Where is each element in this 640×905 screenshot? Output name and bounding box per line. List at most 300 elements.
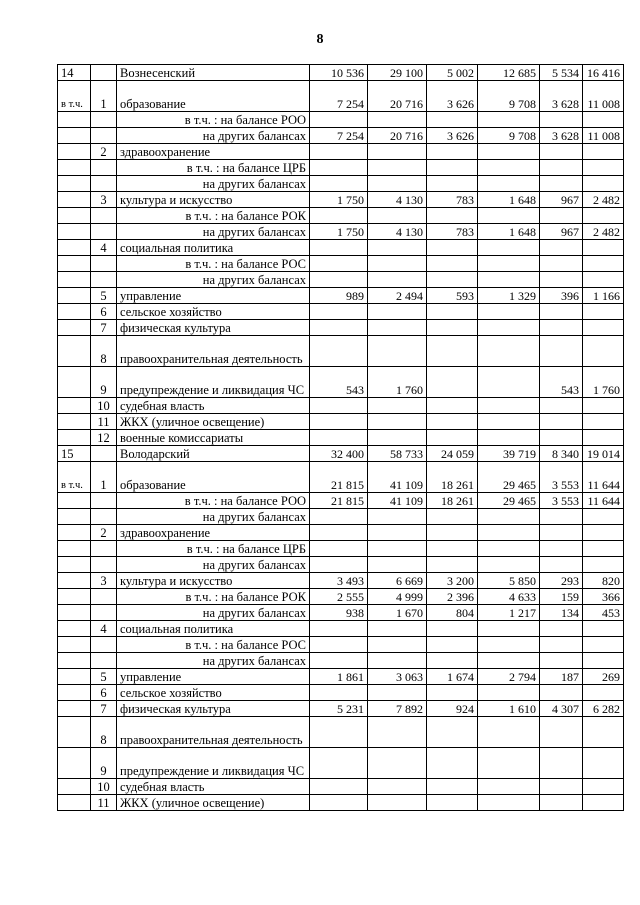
value-cell (368, 509, 427, 525)
row-subindex: 10 (91, 779, 117, 795)
value-cell (368, 272, 427, 288)
value-cell (310, 272, 368, 288)
row-index (58, 589, 91, 605)
value-cell (368, 717, 427, 748)
value-cell (583, 160, 624, 176)
row-subindex (91, 446, 117, 462)
table-row (58, 573, 624, 589)
value-cell (478, 430, 540, 446)
row-name: сельское хозяйство (117, 685, 310, 701)
row-index (58, 430, 91, 446)
value-cell (427, 320, 478, 336)
row-index: в т.ч. (58, 81, 91, 112)
value-cell (368, 208, 427, 224)
row-index: в т.ч. (58, 462, 91, 493)
value-cell: 1 750 (310, 224, 368, 240)
value-cell (310, 208, 368, 224)
value-cell (540, 304, 583, 320)
value-cell (427, 717, 478, 748)
budget-table (57, 64, 624, 811)
value-cell (540, 621, 583, 637)
value-cell: 2 555 (310, 589, 368, 605)
value-cell (478, 208, 540, 224)
value-cell (583, 112, 624, 128)
row-index (58, 224, 91, 240)
value-cell: 4 130 (368, 192, 427, 208)
row-subindex (91, 112, 117, 128)
row-subindex (91, 208, 117, 224)
value-cell (310, 414, 368, 430)
row-name: культура и искусство (117, 573, 310, 589)
value-cell: 4 633 (478, 589, 540, 605)
row-name: в т.ч. : на балансе РОО (117, 493, 310, 509)
row-name: сельское хозяйство (117, 304, 310, 320)
value-cell (478, 557, 540, 573)
row-name: социальная политика (117, 240, 310, 256)
value-cell: 20 716 (368, 81, 427, 112)
row-name: судебная власть (117, 779, 310, 795)
row-subindex (91, 224, 117, 240)
value-cell (478, 525, 540, 541)
row-subindex: 7 (91, 701, 117, 717)
value-cell (310, 621, 368, 637)
value-cell: 41 109 (368, 493, 427, 509)
value-cell: 19 014 (583, 446, 624, 462)
value-cell (583, 637, 624, 653)
value-cell (583, 240, 624, 256)
table-row (58, 240, 624, 256)
table-row (58, 701, 624, 717)
value-cell (540, 779, 583, 795)
row-index (58, 160, 91, 176)
row-index (58, 541, 91, 557)
value-cell (310, 717, 368, 748)
value-cell: 366 (583, 589, 624, 605)
value-cell (478, 717, 540, 748)
value-cell: 7 254 (310, 128, 368, 144)
value-cell: 1 750 (310, 192, 368, 208)
row-index (58, 256, 91, 272)
value-cell (427, 557, 478, 573)
row-index (58, 701, 91, 717)
value-cell (478, 653, 540, 669)
row-subindex (91, 589, 117, 605)
value-cell: 6 669 (368, 573, 427, 589)
row-name: здравоохранение (117, 144, 310, 160)
value-cell (478, 414, 540, 430)
row-subindex (91, 557, 117, 573)
row-name: управление (117, 288, 310, 304)
table-row (58, 795, 624, 811)
row-name: физическая культура (117, 701, 310, 717)
value-cell: 3 626 (427, 81, 478, 112)
value-cell (583, 717, 624, 748)
value-cell (310, 779, 368, 795)
row-subindex: 2 (91, 144, 117, 160)
table-row (58, 414, 624, 430)
value-cell (368, 685, 427, 701)
value-cell (427, 176, 478, 192)
value-cell (427, 208, 478, 224)
row-name: военные комиссариаты (117, 430, 310, 446)
table-row (58, 336, 624, 367)
row-subindex: 3 (91, 192, 117, 208)
value-cell: 7 892 (368, 701, 427, 717)
value-cell: 1 674 (427, 669, 478, 685)
value-cell (368, 541, 427, 557)
value-cell: 3 626 (427, 128, 478, 144)
value-cell: 804 (427, 605, 478, 621)
value-cell (540, 430, 583, 446)
table-row (58, 779, 624, 795)
value-cell: 1 670 (368, 605, 427, 621)
value-cell (310, 112, 368, 128)
value-cell: 18 261 (427, 462, 478, 493)
row-name: на других балансах (117, 557, 310, 573)
value-cell (368, 637, 427, 653)
value-cell (540, 748, 583, 779)
table-row (58, 430, 624, 446)
row-subindex: 7 (91, 320, 117, 336)
value-cell (427, 160, 478, 176)
table-row (58, 637, 624, 653)
value-cell (368, 320, 427, 336)
value-cell: 4 130 (368, 224, 427, 240)
value-cell (478, 144, 540, 160)
row-subindex (91, 493, 117, 509)
value-cell (310, 304, 368, 320)
table-row (58, 208, 624, 224)
value-cell: 11 008 (583, 128, 624, 144)
table-row (58, 541, 624, 557)
value-cell (310, 144, 368, 160)
value-cell (583, 336, 624, 367)
row-index (58, 304, 91, 320)
row-index (58, 414, 91, 430)
value-cell (478, 176, 540, 192)
value-cell (310, 240, 368, 256)
value-cell: 134 (540, 605, 583, 621)
table-row (58, 304, 624, 320)
value-cell: 293 (540, 573, 583, 589)
table-row (58, 621, 624, 637)
value-cell (583, 779, 624, 795)
row-index (58, 605, 91, 621)
table-row (58, 367, 624, 398)
table-row (58, 256, 624, 272)
value-cell (310, 748, 368, 779)
row-index (58, 685, 91, 701)
value-cell: 1 760 (583, 367, 624, 398)
value-cell: 1 329 (478, 288, 540, 304)
table-row (58, 605, 624, 621)
value-cell (540, 541, 583, 557)
row-subindex: 11 (91, 795, 117, 811)
row-name: ЖКХ (уличное освещение) (117, 414, 310, 430)
value-cell (583, 208, 624, 224)
table-row (58, 557, 624, 573)
value-cell: 12 685 (478, 65, 540, 81)
row-subindex: 5 (91, 288, 117, 304)
value-cell: 3 553 (540, 493, 583, 509)
value-cell: 1 610 (478, 701, 540, 717)
value-cell (310, 430, 368, 446)
value-cell (583, 176, 624, 192)
table-row (58, 669, 624, 685)
row-index (58, 621, 91, 637)
value-cell (583, 795, 624, 811)
row-index: 15 (58, 446, 91, 462)
value-cell (478, 637, 540, 653)
value-cell: 967 (540, 224, 583, 240)
value-cell (368, 430, 427, 446)
value-cell (427, 240, 478, 256)
value-cell: 11 644 (583, 493, 624, 509)
value-cell: 1 217 (478, 605, 540, 621)
value-cell (368, 525, 427, 541)
value-cell: 593 (427, 288, 478, 304)
value-cell (310, 336, 368, 367)
value-cell: 1 166 (583, 288, 624, 304)
row-subindex: 11 (91, 414, 117, 430)
value-cell: 967 (540, 192, 583, 208)
value-cell (310, 653, 368, 669)
row-index (58, 557, 91, 573)
row-name: правоохранительная деятельность (117, 336, 310, 367)
value-cell (427, 621, 478, 637)
row-subindex: 1 (91, 81, 117, 112)
row-index (58, 112, 91, 128)
row-index (58, 208, 91, 224)
table-row (58, 748, 624, 779)
row-subindex: 3 (91, 573, 117, 589)
table-row (58, 462, 624, 493)
value-cell (427, 112, 478, 128)
row-subindex (91, 605, 117, 621)
row-index (58, 320, 91, 336)
value-cell (368, 653, 427, 669)
value-cell (368, 336, 427, 367)
value-cell (478, 621, 540, 637)
value-cell (427, 653, 478, 669)
value-cell (478, 509, 540, 525)
table-row (58, 320, 624, 336)
value-cell (427, 336, 478, 367)
value-cell (540, 176, 583, 192)
value-cell (540, 208, 583, 224)
table-row (58, 446, 624, 462)
row-subindex (91, 541, 117, 557)
value-cell (368, 144, 427, 160)
value-cell (583, 621, 624, 637)
value-cell: 11 644 (583, 462, 624, 493)
value-cell (583, 398, 624, 414)
value-cell (427, 144, 478, 160)
row-index (58, 637, 91, 653)
row-name: в т.ч. : на балансе РОО (117, 112, 310, 128)
value-cell (583, 144, 624, 160)
row-subindex: 5 (91, 669, 117, 685)
row-subindex: 4 (91, 621, 117, 637)
row-name: на других балансах (117, 605, 310, 621)
value-cell: 396 (540, 288, 583, 304)
row-subindex (91, 256, 117, 272)
value-cell (540, 685, 583, 701)
table-row (58, 112, 624, 128)
value-cell (368, 414, 427, 430)
row-index (58, 573, 91, 589)
row-index (58, 272, 91, 288)
value-cell: 3 200 (427, 573, 478, 589)
value-cell (368, 112, 427, 128)
value-cell: 32 400 (310, 446, 368, 462)
row-name: в т.ч. : на балансе РОК (117, 208, 310, 224)
row-name: управление (117, 669, 310, 685)
table-body (58, 65, 624, 811)
row-name: социальная политика (117, 621, 310, 637)
value-cell: 24 059 (427, 446, 478, 462)
value-cell: 16 416 (583, 65, 624, 81)
row-name: Володарский (117, 446, 310, 462)
row-subindex: 2 (91, 525, 117, 541)
row-subindex: 1 (91, 462, 117, 493)
value-cell: 3 628 (540, 128, 583, 144)
value-cell: 21 815 (310, 462, 368, 493)
value-cell: 2 482 (583, 192, 624, 208)
row-subindex: 12 (91, 430, 117, 446)
value-cell (478, 336, 540, 367)
value-cell (540, 336, 583, 367)
value-cell: 9 708 (478, 128, 540, 144)
value-cell (583, 509, 624, 525)
value-cell (427, 748, 478, 779)
value-cell: 3 553 (540, 462, 583, 493)
row-name: на других балансах (117, 176, 310, 192)
value-cell (478, 256, 540, 272)
value-cell: 783 (427, 192, 478, 208)
page-number: 8 (316, 32, 324, 47)
value-cell (427, 304, 478, 320)
value-cell: 6 282 (583, 701, 624, 717)
value-cell (540, 144, 583, 160)
value-cell (478, 541, 540, 557)
row-name: здравоохранение (117, 525, 310, 541)
value-cell (478, 112, 540, 128)
table-row (58, 144, 624, 160)
value-cell (478, 304, 540, 320)
value-cell (427, 509, 478, 525)
value-cell (583, 557, 624, 573)
value-cell (427, 685, 478, 701)
value-cell (310, 541, 368, 557)
row-index (58, 509, 91, 525)
row-name: образование (117, 462, 310, 493)
row-index (58, 717, 91, 748)
value-cell (310, 795, 368, 811)
value-cell: 1 648 (478, 192, 540, 208)
value-cell (368, 621, 427, 637)
value-cell: 543 (310, 367, 368, 398)
table-row (58, 192, 624, 208)
row-index (58, 367, 91, 398)
row-name: в т.ч. : на балансе РОС (117, 637, 310, 653)
value-cell: 10 536 (310, 65, 368, 81)
table-row (58, 685, 624, 701)
value-cell (427, 637, 478, 653)
value-cell: 1 760 (368, 367, 427, 398)
row-index (58, 192, 91, 208)
value-cell: 41 109 (368, 462, 427, 493)
row-index (58, 128, 91, 144)
row-name: ЖКХ (уличное освещение) (117, 795, 310, 811)
row-name: культура и искусство (117, 192, 310, 208)
value-cell (310, 256, 368, 272)
value-cell: 20 716 (368, 128, 427, 144)
table-row (58, 398, 624, 414)
row-subindex: 8 (91, 717, 117, 748)
row-subindex: 6 (91, 304, 117, 320)
row-name: образование (117, 81, 310, 112)
value-cell: 9 708 (478, 81, 540, 112)
value-cell (427, 779, 478, 795)
table-row (58, 717, 624, 748)
row-subindex (91, 653, 117, 669)
row-subindex (91, 65, 117, 81)
value-cell (310, 398, 368, 414)
value-cell (540, 414, 583, 430)
value-cell (583, 525, 624, 541)
row-subindex: 9 (91, 748, 117, 779)
row-index (58, 288, 91, 304)
row-subindex (91, 637, 117, 653)
value-cell (583, 304, 624, 320)
value-cell (310, 637, 368, 653)
value-cell (583, 414, 624, 430)
value-cell (540, 653, 583, 669)
row-index (58, 493, 91, 509)
row-index (58, 176, 91, 192)
value-cell (368, 240, 427, 256)
row-index (58, 240, 91, 256)
value-cell (583, 748, 624, 779)
value-cell (540, 637, 583, 653)
value-cell (368, 779, 427, 795)
value-cell: 938 (310, 605, 368, 621)
value-cell (368, 795, 427, 811)
value-cell (427, 430, 478, 446)
row-name: предупреждение и ликвидация ЧС (117, 748, 310, 779)
value-cell (310, 320, 368, 336)
row-name: правоохранительная деятельность (117, 717, 310, 748)
value-cell (368, 256, 427, 272)
value-cell (427, 272, 478, 288)
table-row (58, 128, 624, 144)
value-cell: 159 (540, 589, 583, 605)
row-name: на других балансах (117, 653, 310, 669)
value-cell: 5 850 (478, 573, 540, 589)
value-cell (310, 557, 368, 573)
value-cell (540, 272, 583, 288)
row-name: судебная власть (117, 398, 310, 414)
row-subindex (91, 160, 117, 176)
value-cell (478, 398, 540, 414)
value-cell: 3 063 (368, 669, 427, 685)
row-subindex (91, 272, 117, 288)
value-cell (583, 320, 624, 336)
value-cell: 29 465 (478, 462, 540, 493)
value-cell (540, 240, 583, 256)
row-name: Вознесенский (117, 65, 310, 81)
